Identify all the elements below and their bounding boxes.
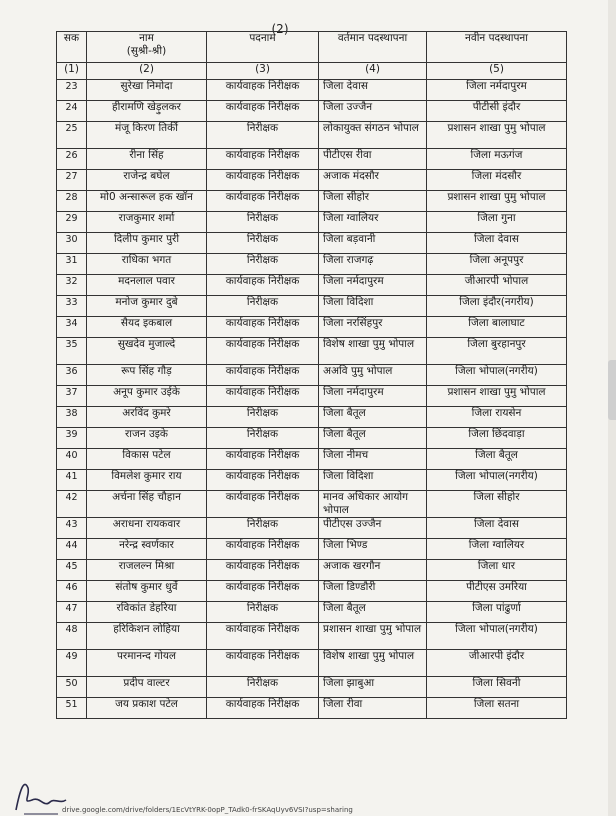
table-row [57,698,567,719]
table-row [57,650,567,677]
name-cell: नरेन्द्र स्वर्णकार [87,539,207,560]
name-cell: अरविंद कुमरे [87,407,207,428]
table-row [57,449,567,470]
new-posting-cell: जिला सिवनी [427,677,567,698]
serial-number-cell: 39 [57,428,87,449]
designation-cell: कार्यवाहक निरीक्षक [207,338,319,365]
serial-number-cell: 47 [57,602,87,623]
designation-cell: निरीक्षक [207,518,319,539]
name-cell: जय प्रकाश पटेल [87,698,207,719]
name-cell: राजकुमार शर्मा [87,212,207,233]
designation-cell: कार्यवाहक निरीक्षक [207,698,319,719]
name-cell: विमलेश कुमार राय [87,470,207,491]
name-cell: राजन उइके [87,428,207,449]
name-cell: मंजू किरण तिर्की [87,122,207,149]
current-posting-cell: मानव अधिकार आयोग भोपाल [319,491,427,518]
serial-number-cell: 23 [57,80,87,101]
serial-number-cell: 24 [57,101,87,122]
serial-number-cell: 41 [57,470,87,491]
current-posting-cell: जिला बड़वानी [319,233,427,254]
current-posting-cell: जिला विदिशा [319,296,427,317]
current-posting-cell: प्रशासन शाखा पुमु भोपाल [319,623,427,650]
designation-cell: कार्यवाहक निरीक्षक [207,449,319,470]
table-row [57,80,567,101]
table-row [57,602,567,623]
designation-cell: कार्यवाहक निरीक्षक [207,191,319,212]
new-posting-cell: जिला नर्मदापुरम [427,80,567,101]
current-posting-cell: जिला झाबुआ [319,677,427,698]
footer-drive-link[interactable]: drive.google.com/drive/folders/1EcVtYRK-0opP_TAdk0-frSKAqUyv6VSI?usp=sharing [62,806,353,814]
name-cell: संतोष कुमार धुर्वे [87,581,207,602]
column-number: (4) [319,63,427,80]
current-posting-cell: जिला बैतूल [319,602,427,623]
current-posting-cell: जिला बैतूल [319,407,427,428]
serial-number-cell: 27 [57,170,87,191]
name-cell: रूप सिंह गौड़ [87,365,207,386]
serial-number-cell: 51 [57,698,87,719]
current-posting-cell: विशेष शाखा पुमु भोपाल [319,338,427,365]
name-cell: अनूप कुमार उईके [87,386,207,407]
table-row [57,149,567,170]
table-header-row [57,32,567,63]
serial-number-cell: 43 [57,518,87,539]
serial-number-cell: 32 [57,275,87,296]
serial-number-cell: 29 [57,212,87,233]
table-row [57,428,567,449]
designation-cell: निरीक्षक [207,602,319,623]
table-row [57,338,567,365]
column-number: (3) [207,63,319,80]
scroll-handle[interactable] [608,360,616,420]
table-row [57,317,567,338]
name-cell: राधिका भगत [87,254,207,275]
serial-number-cell: 49 [57,650,87,677]
table-row [57,101,567,122]
new-posting-cell: जिला रायसेन [427,407,567,428]
designation-cell: निरीक्षक [207,212,319,233]
serial-number-cell: 31 [57,254,87,275]
serial-number-cell: 28 [57,191,87,212]
name-cell: विकास पटेल [87,449,207,470]
current-posting-cell: लोकायुक्त संगठन भोपाल [319,122,427,149]
new-posting-cell: जिला मंदसौर [427,170,567,191]
table-row [57,191,567,212]
current-posting-cell: अअवि पुमु भोपाल [319,365,427,386]
serial-number-cell: 42 [57,491,87,518]
current-posting-cell: जिला बैतूल [319,428,427,449]
column-number: (1) [57,63,87,80]
current-posting-cell: जिला विदिशा [319,470,427,491]
new-posting-cell: जिला अनूपपुर [427,254,567,275]
header-current-posting: वर्तमान पदस्थापना [319,32,427,63]
current-posting-cell: पीटीएस उज्जैन [319,518,427,539]
designation-cell: कार्यवाहक निरीक्षक [207,149,319,170]
header-name: नाम (सुश्री-श्री) [87,32,207,63]
new-posting-cell: जिला सीहोर [427,491,567,518]
current-posting-cell: जिला नर्मदापुरम [319,386,427,407]
serial-number-cell: 38 [57,407,87,428]
new-posting-cell: जिला बैतूल [427,449,567,470]
name-cell: हीरामणि खेड़ुलकर [87,101,207,122]
serial-number-cell: 46 [57,581,87,602]
column-number-row [57,63,567,80]
name-cell: अराधना रायकवार [87,518,207,539]
designation-cell: कार्यवाहक निरीक्षक [207,539,319,560]
new-posting-cell: जीआरपी इंदौर [427,650,567,677]
designation-cell: निरीक्षक [207,677,319,698]
designation-cell: कार्यवाहक निरीक्षक [207,317,319,338]
serial-number-cell: 25 [57,122,87,149]
current-posting-cell: जिला ग्वालियर [319,212,427,233]
column-number: (2) [87,63,207,80]
name-cell: प्रदीप वाल्टर [87,677,207,698]
new-posting-cell: जिला ग्वालियर [427,539,567,560]
serial-number-cell: 37 [57,386,87,407]
serial-number-cell: 30 [57,233,87,254]
current-posting-cell: जिला नर्मदापुरम [319,275,427,296]
table-body [57,80,567,719]
name-cell: परमानन्द गोयल [87,650,207,677]
name-cell: राजेन्द्र बघेल [87,170,207,191]
table-row [57,212,567,233]
designation-cell: कार्यवाहक निरीक्षक [207,386,319,407]
current-posting-cell: जिला सीहोर [319,191,427,212]
new-posting-cell: जिला धार [427,560,567,581]
table-row [57,170,567,191]
table-row [57,275,567,296]
table-row [57,122,567,149]
table-row [57,560,567,581]
designation-cell: कार्यवाहक निरीक्षक [207,650,319,677]
new-posting-cell: जिला छिंदवाड़ा [427,428,567,449]
current-posting-cell: अजाक खरगौन [319,560,427,581]
name-cell: मनोज कुमार दुबे [87,296,207,317]
name-cell: मदनलाल पवार [87,275,207,296]
current-posting-cell: जिला उज्जैन [319,101,427,122]
current-posting-cell: जिला नीमच [319,449,427,470]
new-posting-cell: जिला इंदौर(नगरीय) [427,296,567,317]
new-posting-cell: प्रशासन शाखा पुमु भोपाल [427,386,567,407]
serial-number-cell: 50 [57,677,87,698]
designation-cell: कार्यवाहक निरीक्षक [207,470,319,491]
new-posting-cell: जिला पांढुर्णा [427,602,567,623]
designation-cell: निरीक्षक [207,254,319,275]
table-row [57,677,567,698]
page-number: (2) [271,22,289,36]
header-sn: सक [57,32,87,63]
name-cell: राजलल्न मिश्रा [87,560,207,581]
name-cell: सुखदेव मुजाल्दे [87,338,207,365]
new-posting-cell: जिला सतना [427,698,567,719]
designation-cell: कार्यवाहक निरीक्षक [207,581,319,602]
header-new-posting: नवीन पदस्थापना [427,32,567,63]
serial-number-cell: 35 [57,338,87,365]
table-row [57,233,567,254]
new-posting-cell: जिला बुरहानपुर [427,338,567,365]
header-designation: पदनाम [207,32,319,63]
table-row [57,491,567,518]
designation-cell: निरीक्षक [207,296,319,317]
name-cell: मो0 अन्सारूल हक खॉन [87,191,207,212]
designation-cell: कार्यवाहक निरीक्षक [207,491,319,518]
table-row [57,539,567,560]
new-posting-cell: प्रशासन शाखा पुमु भोपाल [427,191,567,212]
serial-number-cell: 36 [57,365,87,386]
table-row [57,386,567,407]
signature-mark [10,770,70,816]
designation-cell: कार्यवाहक निरीक्षक [207,101,319,122]
designation-cell: निरीक्षक [207,428,319,449]
name-cell: रीना सिंह [87,149,207,170]
designation-cell: कार्यवाहक निरीक्षक [207,170,319,191]
new-posting-cell: पीटीसी इंदौर [427,101,567,122]
designation-cell: कार्यवाहक निरीक्षक [207,623,319,650]
designation-cell: निरीक्षक [207,122,319,149]
new-posting-cell: जिला भोपाल(नगरीय) [427,623,567,650]
serial-number-cell: 45 [57,560,87,581]
new-posting-cell: पीटीएस उमरिया [427,581,567,602]
new-posting-cell: प्रशासन शाखा पुमु भोपाल [427,122,567,149]
new-posting-cell: जीआरपी भोपाल [427,275,567,296]
current-posting-cell: जिला नरसिंहपुर [319,317,427,338]
serial-number-cell: 48 [57,623,87,650]
current-posting-cell: जिला भिण्ड [319,539,427,560]
table-row [57,296,567,317]
transfer-list-table [56,31,567,719]
name-cell: सुरेखा निमोदा [87,80,207,101]
current-posting-cell: जिला रीवा [319,698,427,719]
name-cell: अर्चना सिंह चौहान [87,491,207,518]
designation-cell: कार्यवाहक निरीक्षक [207,365,319,386]
designation-cell: कार्यवाहक निरीक्षक [207,275,319,296]
table-row [57,407,567,428]
table-row [57,623,567,650]
current-posting-cell: जिला राजगढ़ [319,254,427,275]
serial-number-cell: 40 [57,449,87,470]
column-number: (5) [427,63,567,80]
new-posting-cell: जिला गुना [427,212,567,233]
new-posting-cell: जिला भोपाल(नगरीय) [427,470,567,491]
name-cell: हरिकिशन लोहिया [87,623,207,650]
current-posting-cell: पीटीएस रीवा [319,149,427,170]
serial-number-cell: 33 [57,296,87,317]
designation-cell: कार्यवाहक निरीक्षक [207,80,319,101]
designation-cell: निरीक्षक [207,233,319,254]
table-row [57,518,567,539]
serial-number-cell: 34 [57,317,87,338]
serial-number-cell: 26 [57,149,87,170]
current-posting-cell: जिला देवास [319,80,427,101]
designation-cell: कार्यवाहक निरीक्षक [207,560,319,581]
designation-cell: निरीक्षक [207,407,319,428]
serial-number-cell: 44 [57,539,87,560]
table-row [57,470,567,491]
name-cell: दिलीप कुमार पुरी [87,233,207,254]
table-row [57,365,567,386]
new-posting-cell: जिला मऊगंज [427,149,567,170]
table-row [57,254,567,275]
new-posting-cell: जिला देवास [427,233,567,254]
current-posting-cell: जिला डिण्डौरी [319,581,427,602]
current-posting-cell: विशेष शाखा पुमु भोपाल [319,650,427,677]
current-posting-cell: अजाक मंदसौर [319,170,427,191]
name-cell: रविकांत डेहरिया [87,602,207,623]
new-posting-cell: जिला बालाघाट [427,317,567,338]
new-posting-cell: जिला देवास [427,518,567,539]
new-posting-cell: जिला भोपाल(नगरीय) [427,365,567,386]
table-row [57,581,567,602]
name-cell: सैयद इकबाल [87,317,207,338]
